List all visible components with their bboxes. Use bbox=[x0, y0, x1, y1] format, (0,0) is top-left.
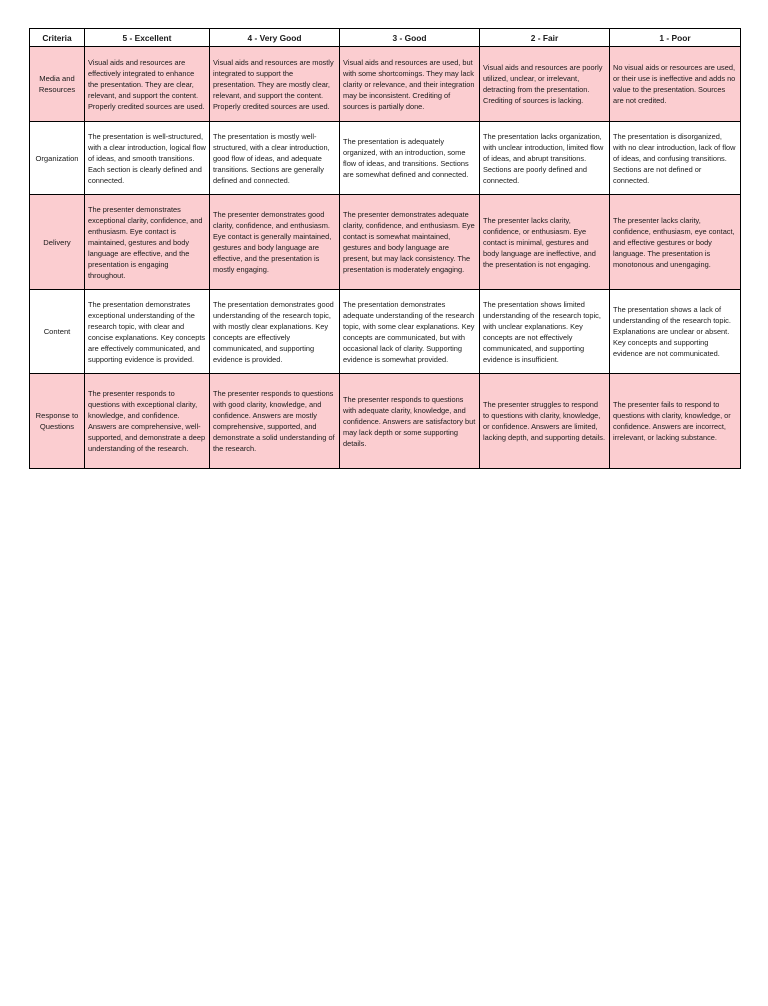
rubric-cell-excellent: The presentation is well-structured, with a clear introduction, logical flow of ideas, and smooth transitions. Each section is clearly defined and connected. bbox=[85, 122, 210, 195]
header-poor: 1 - Poor bbox=[610, 29, 741, 47]
rubric-cell-very-good: Visual aids and resources are mostly integrated to support the presentation. They are mostly clear, relevant, and support the content. Properly credited sources are used. bbox=[210, 47, 340, 122]
rubric-cell-poor: The presentation is disorganized, with no clear introduction, lack of flow of ideas, and confusing transitions. Sections are not defined or connected. bbox=[610, 122, 741, 195]
header-good: 3 - Good bbox=[340, 29, 480, 47]
row-content bbox=[30, 290, 741, 374]
rubric-cell-fair: The presenter lacks clarity, confidence, or enthusiasm. Eye contact is minimal, gestures and body language are ineffective, and the presentation is not engaging. bbox=[480, 195, 610, 290]
rubric-cell-fair: The presenter struggles to respond to questions with clarity, knowledge, or confidence. Answers are limited, lacking depth, and supporting details. bbox=[480, 374, 610, 469]
rubric-cell-good: The presenter responds to questions with adequate clarity, knowledge, and confidence. Answers are satisfactory but may lack depth or some supporting details. bbox=[340, 374, 480, 469]
criteria-cell: Organization bbox=[30, 122, 85, 195]
rubric-cell-very-good: The presenter responds to questions with good clarity, knowledge, and confidence. Answers are mostly comprehensive, supported, and demonstrate a solid understanding of the research. bbox=[210, 374, 340, 469]
rubric-cell-excellent: The presentation demonstrates exceptional understanding of the research topic, with clear and concise explanations. Key concepts are effectively communicated, and supporting evidence is provided. bbox=[85, 290, 210, 374]
rubric-cell-poor: No visual aids or resources are used, or their use is ineffective and adds no value to the presentation. Sources are not credited. bbox=[610, 47, 741, 122]
rubric-cell-good: The presentation is adequately organized, with an introduction, some flow of ideas, and transitions. Sections are somewhat defined and connected. bbox=[340, 122, 480, 195]
criteria-cell: Response to Questions bbox=[30, 374, 85, 469]
rubric-table bbox=[29, 28, 741, 469]
rubric-cell-good: The presenter demonstrates adequate clarity, confidence, and enthusiasm. Eye contact is somewhat maintained, gestures and body language are present, but may lack consistency. The presentation is moderately engaging. bbox=[340, 195, 480, 290]
row-media-and-resources bbox=[30, 47, 741, 122]
rubric-cell-very-good: The presenter demonstrates good clarity, confidence, and enthusiasm. Eye contact is generally maintained, gestures and body language are effective, and the presentation is mostly engaging. bbox=[210, 195, 340, 290]
rubric-cell-good: Visual aids and resources are used, but with some shortcomings. They may lack clarity or relevance, and their integration may be inconsistent. Crediting of sources is partially done. bbox=[340, 47, 480, 122]
row-response-to-questions bbox=[30, 374, 741, 469]
criteria-cell: Media and Resources bbox=[30, 47, 85, 122]
rubric-cell-very-good: The presentation demonstrates good understanding of the research topic, with mostly clear explanations. Key concepts are effectively communicated, and supporting evidence is provided. bbox=[210, 290, 340, 374]
rubric-cell-fair: Visual aids and resources are poorly utilized, unclear, or irrelevant, detracting from the presentation. Crediting of sources is lacking. bbox=[480, 47, 610, 122]
header-excellent: 5 - Excellent bbox=[85, 29, 210, 47]
rubric-cell-good: The presentation demonstrates adequate understanding of the research topic, with some clear explanations. Key concepts are communicated, but with occasional lack of clarity. Supporting evidence is somewhat provided. bbox=[340, 290, 480, 374]
rubric-cell-fair: The presentation shows limited understanding of the research topic, with unclear explanations. Key concepts are not effectively communicated, and supporting evidence is insufficient. bbox=[480, 290, 610, 374]
row-delivery bbox=[30, 195, 741, 290]
header-criteria: Criteria bbox=[30, 29, 85, 47]
rubric-cell-poor: The presentation shows a lack of understanding of the research topic. Explanations are unclear or absent. Key concepts and supporting evidence are not communicated. bbox=[610, 290, 741, 374]
criteria-cell: Delivery bbox=[30, 195, 85, 290]
criteria-cell: Content bbox=[30, 290, 85, 374]
rubric-cell-very-good: The presentation is mostly well-structured, with a clear introduction, good flow of ideas, and adequate transitions. Sections are generally defined and connected. bbox=[210, 122, 340, 195]
rubric-cell-excellent: Visual aids and resources are effectively integrated to enhance the presentation. They are clear, relevant, and support the content. Properly credited sources are used. bbox=[85, 47, 210, 122]
rubric-cell-excellent: The presenter responds to questions with exceptional clarity, knowledge, and confidence. Answers are comprehensive, well-supported, and demonstrate a deep understanding of the research. bbox=[85, 374, 210, 469]
header-row bbox=[30, 29, 741, 47]
rubric-cell-excellent: The presenter demonstrates exceptional clarity, confidence, and enthusiasm. Eye contact is maintained, gestures and body language are effective, and the presentation is engaging throughout. bbox=[85, 195, 210, 290]
header-fair: 2 - Fair bbox=[480, 29, 610, 47]
rubric-cell-poor: The presenter fails to respond to questions with clarity, knowledge, or confidence. Answers are incorrect, irrelevant, or lacking substance. bbox=[610, 374, 741, 469]
rubric-cell-poor: The presenter lacks clarity, confidence, enthusiasm, eye contact, and effective gestures or body language. The presentation is monotonous and unengaging. bbox=[610, 195, 741, 290]
header-very-good: 4 - Very Good bbox=[210, 29, 340, 47]
row-organization bbox=[30, 122, 741, 195]
rubric-cell-fair: The presentation lacks organization, with unclear introduction, limited flow of ideas, and abrupt transitions. Sections are poorly defined and connected. bbox=[480, 122, 610, 195]
